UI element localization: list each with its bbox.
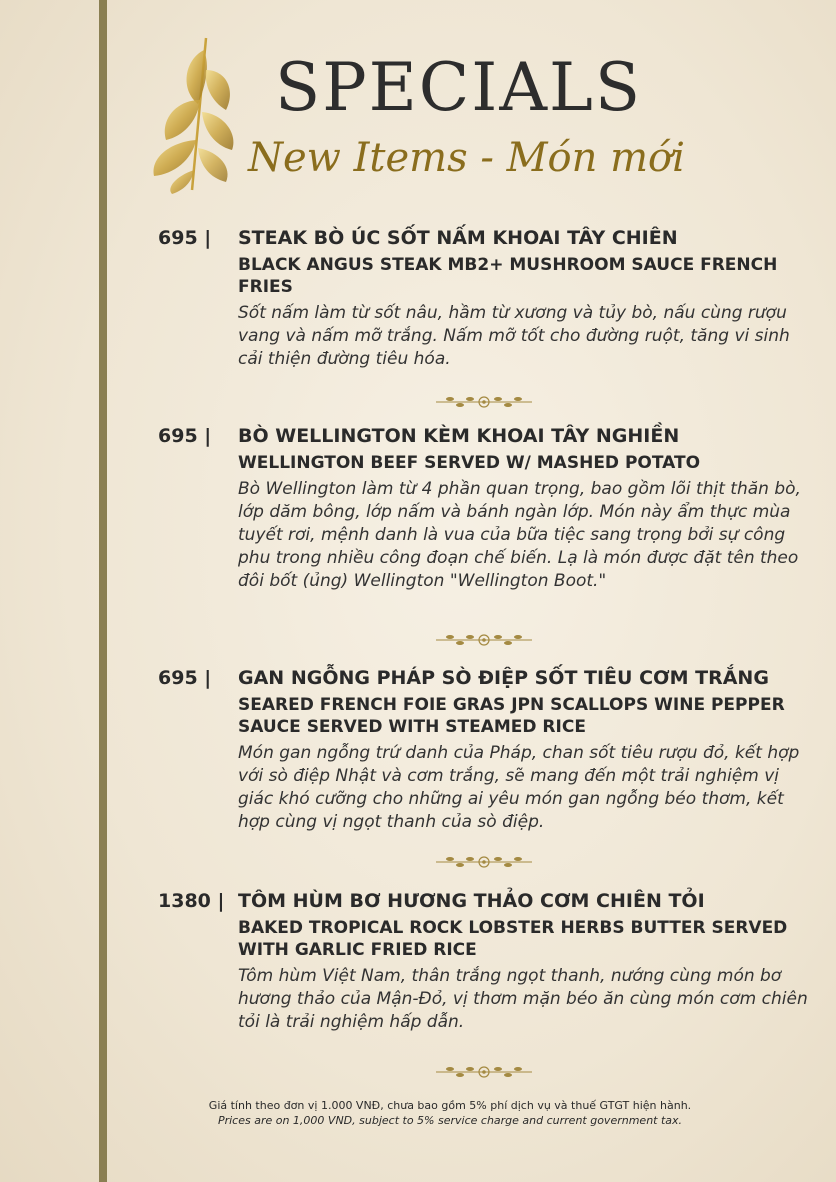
ornament-divider-icon [432,390,536,414]
item-name-en: BAKED TROPICAL ROCK LOBSTER HERBS BUTTER SERVED WITH GARLIC FRIED RICE [238,918,788,960]
ornament-divider-icon [432,850,536,874]
item-description: Bò Wellington làm từ 4 phần quan trọng, bao gồm lõi thịt thăn bò, lớp dăm bông, lớp nấm và bánh ngàn lớp. Món này ẩm thực mùa tuyết rơi, mệnh danh là vua của bữa tiệc sang trọng bởi sự công phu trong nhiều công đoạn chế biến. Lạ là món được đặt tên theo đôi bốt (ủng) Wellington "Wellington Boot." [238,479,801,591]
page-subtitle: New Items - Món mới [248,135,685,181]
item-price: 1380 | [158,890,225,912]
item-name-en: WELLINGTON BEEF SERVED W/ MASHED POTATO [238,453,701,473]
item-price: 695 | [158,227,212,249]
item-price: 695 | [158,667,212,689]
item-name-en: BLACK ANGUS STEAK MB2+ MUSHROOM SAUCE FRENCH FRIES [238,255,778,297]
item-description: Tôm hùm Việt Nam, thân trắng ngọt thanh, nướng cùng món bơ hương thảo của Mận-Đỏ, vị thơm mặn béo ăn cùng món cơm chiên tỏi là trải nghiệm hấp dẫn. [238,966,808,1032]
ornament-divider-icon [432,628,536,652]
page-title: SPECIALS [275,49,643,126]
gold-leaf-icon [140,30,240,195]
price-note-en: Prices are on 1,000 VND, subject to 5% service charge and current government tax. [217,1114,683,1127]
item-name-vi: STEAK BÒ ÚC SỐT NẤM KHOAI TÂY CHIÊN [238,227,678,249]
item-name-vi: TÔM HÙM BƠ HƯƠNG THẢO CƠM CHIÊN TỎI [238,890,705,912]
item-name-en: SEARED FRENCH FOIE GRAS JPN SCALLOPS WINE PEPPER SAUCE SERVED WITH STEAMED RICE [238,695,785,737]
item-price: 695 | [158,425,212,447]
item-name-vi: BÒ WELLINGTON KÈM KHOAI TÂY NGHIỀN [238,425,680,447]
ornament-divider-icon [432,1060,536,1084]
item-description: Sốt nấm làm từ sốt nâu, hầm từ xương và tủy bò, nấu cùng rượu vang và nấm mỡ trắng. Nấm mỡ tốt cho đường ruột, tăng vi sinh cải thiện đường tiêu hóa. [238,303,790,369]
price-note [140,1098,760,1128]
item-description: Món gan ngỗng trứ danh của Pháp, chan sốt tiêu rượu đỏ, kết hợp với sò điệp Nhật và cơm trắng, sẽ mang đến một trải nghiệm vị giác khó cưỡng cho những ai yêu món gan ngỗng béo thơm, kết hợp cùng vị ngọt thanh của sò điệp. [238,743,800,832]
left-border-bar [99,0,107,1182]
price-note-vi: Giá tính theo đơn vị 1.000 VNĐ, chưa bao gồm 5% phí dịch vụ và thuế GTGT hiện hành. [208,1099,692,1112]
item-name-vi: GAN NGỖNG PHÁP SÒ ĐIỆP SỐT TIÊU CƠM TRẮNG [238,667,769,689]
